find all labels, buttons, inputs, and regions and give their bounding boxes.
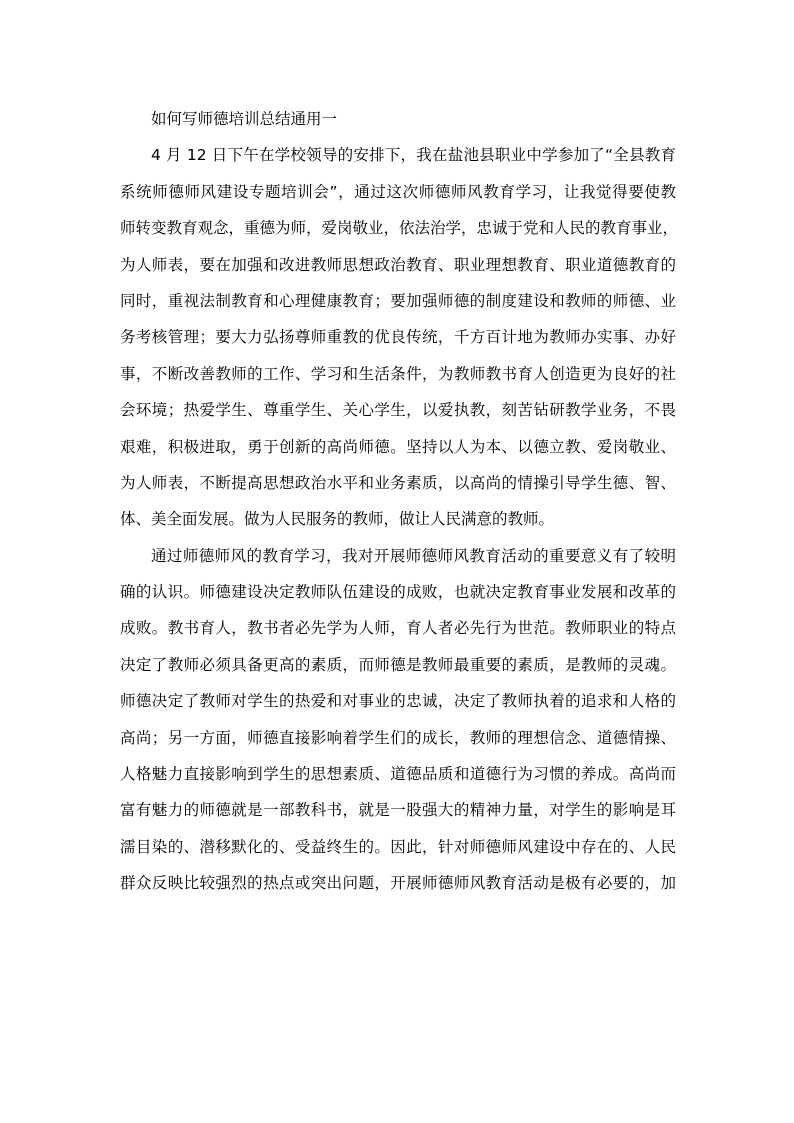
paragraph-line: 确的认识。师德建设决定教师队伍建设的成败，也就决定教育事业发展和改革的 [120, 583, 676, 602]
paragraph-line: 濡目染的、潜移默化的、受益终生的。因此，针对师德师风建设中存在的、人民 [120, 837, 676, 856]
paragraph-2 [120, 538, 676, 902]
paragraph-line: 群众反映比较强烈的热点或突出问题，开展师德师风教育活动是极有必要的，加 [120, 874, 676, 893]
paragraph-line: 成败。教书育人，教书者必先学为人师，育人者必先行为世范。教师职业的特点 [120, 619, 676, 638]
paragraph-line: 决定了教师必须具备更高的素质，而师德是教师最重要的素质，是教师的灵魂。 [120, 655, 676, 674]
paragraph-line: 师转变教育观念，重德为师，爱岗敬业，依法治学，忠诚于党和人民的教育事业， [120, 219, 679, 238]
paragraph-line: 为人师表，不断提高思想政治水平和业务素质，以高尚的情操引导学生德、智、 [120, 473, 676, 492]
paragraph-line: 艰难，积极进取，勇于创新的高尚师德。坚持以人为本、以德立教、爱岗敬业、 [120, 437, 676, 456]
document-title: 如何写师德培训总结通用一 [151, 110, 338, 128]
paragraph-line: 体、美全面发展。做为人民服务的教师，做让人民满意的教师。 [120, 510, 555, 529]
paragraph-line: 4 月 12 日下午在学校领导的安排下，我在盐池县职业中学参加了“全县教育 [151, 146, 676, 165]
paragraph-line: 高尚；另一方面，师德直接影响着学生们的成长，教师的理想信念、道德情操、 [120, 728, 676, 747]
paragraph-line: 师德决定了教师对学生的热爱和对事业的忠诚，决定了教师执着的追求和人格的 [120, 692, 676, 711]
paragraph-line: 务考核管理；要大力弘扬尊师重教的优良传统，千方百计地为教师办实事、办好 [120, 328, 676, 347]
paragraph-line: 富有魅力的师德就是一部教科书，就是一股强大的精神力量，对学生的影响是耳 [120, 801, 676, 820]
paragraph-line: 事，不断改善教师的工作、学习和生活条件，为教师教书育人创造更为良好的社 [120, 364, 676, 383]
paragraph-line: 系统师德师风建设专题培训会”，通过这次师德师风教育学习，让我觉得要使教 [120, 182, 676, 201]
paragraph-line: 为人师表，要在加强和改进教师思想政治教育、职业理想教育、职业道德教育的 [120, 255, 676, 274]
paragraph-line: 同时，重视法制教育和心理健康教育；要加强师德的制度建设和教师的师德、业 [120, 291, 676, 310]
paragraph-line: 人格魅力直接影响到学生的思想素质、道德品质和道德行为习惯的养成。高尚而 [120, 765, 676, 784]
paragraph-line: 会环境；热爱学生、尊重学生、关心学生，以爱执教，刻苦钻研教学业务，不畏 [120, 401, 676, 420]
document-body [120, 101, 679, 902]
paragraph-line: 通过师德师风的教育学习，我对开展师德师风教育活动的重要意义有了较明 [151, 546, 676, 565]
paragraph-1 [120, 137, 679, 537]
